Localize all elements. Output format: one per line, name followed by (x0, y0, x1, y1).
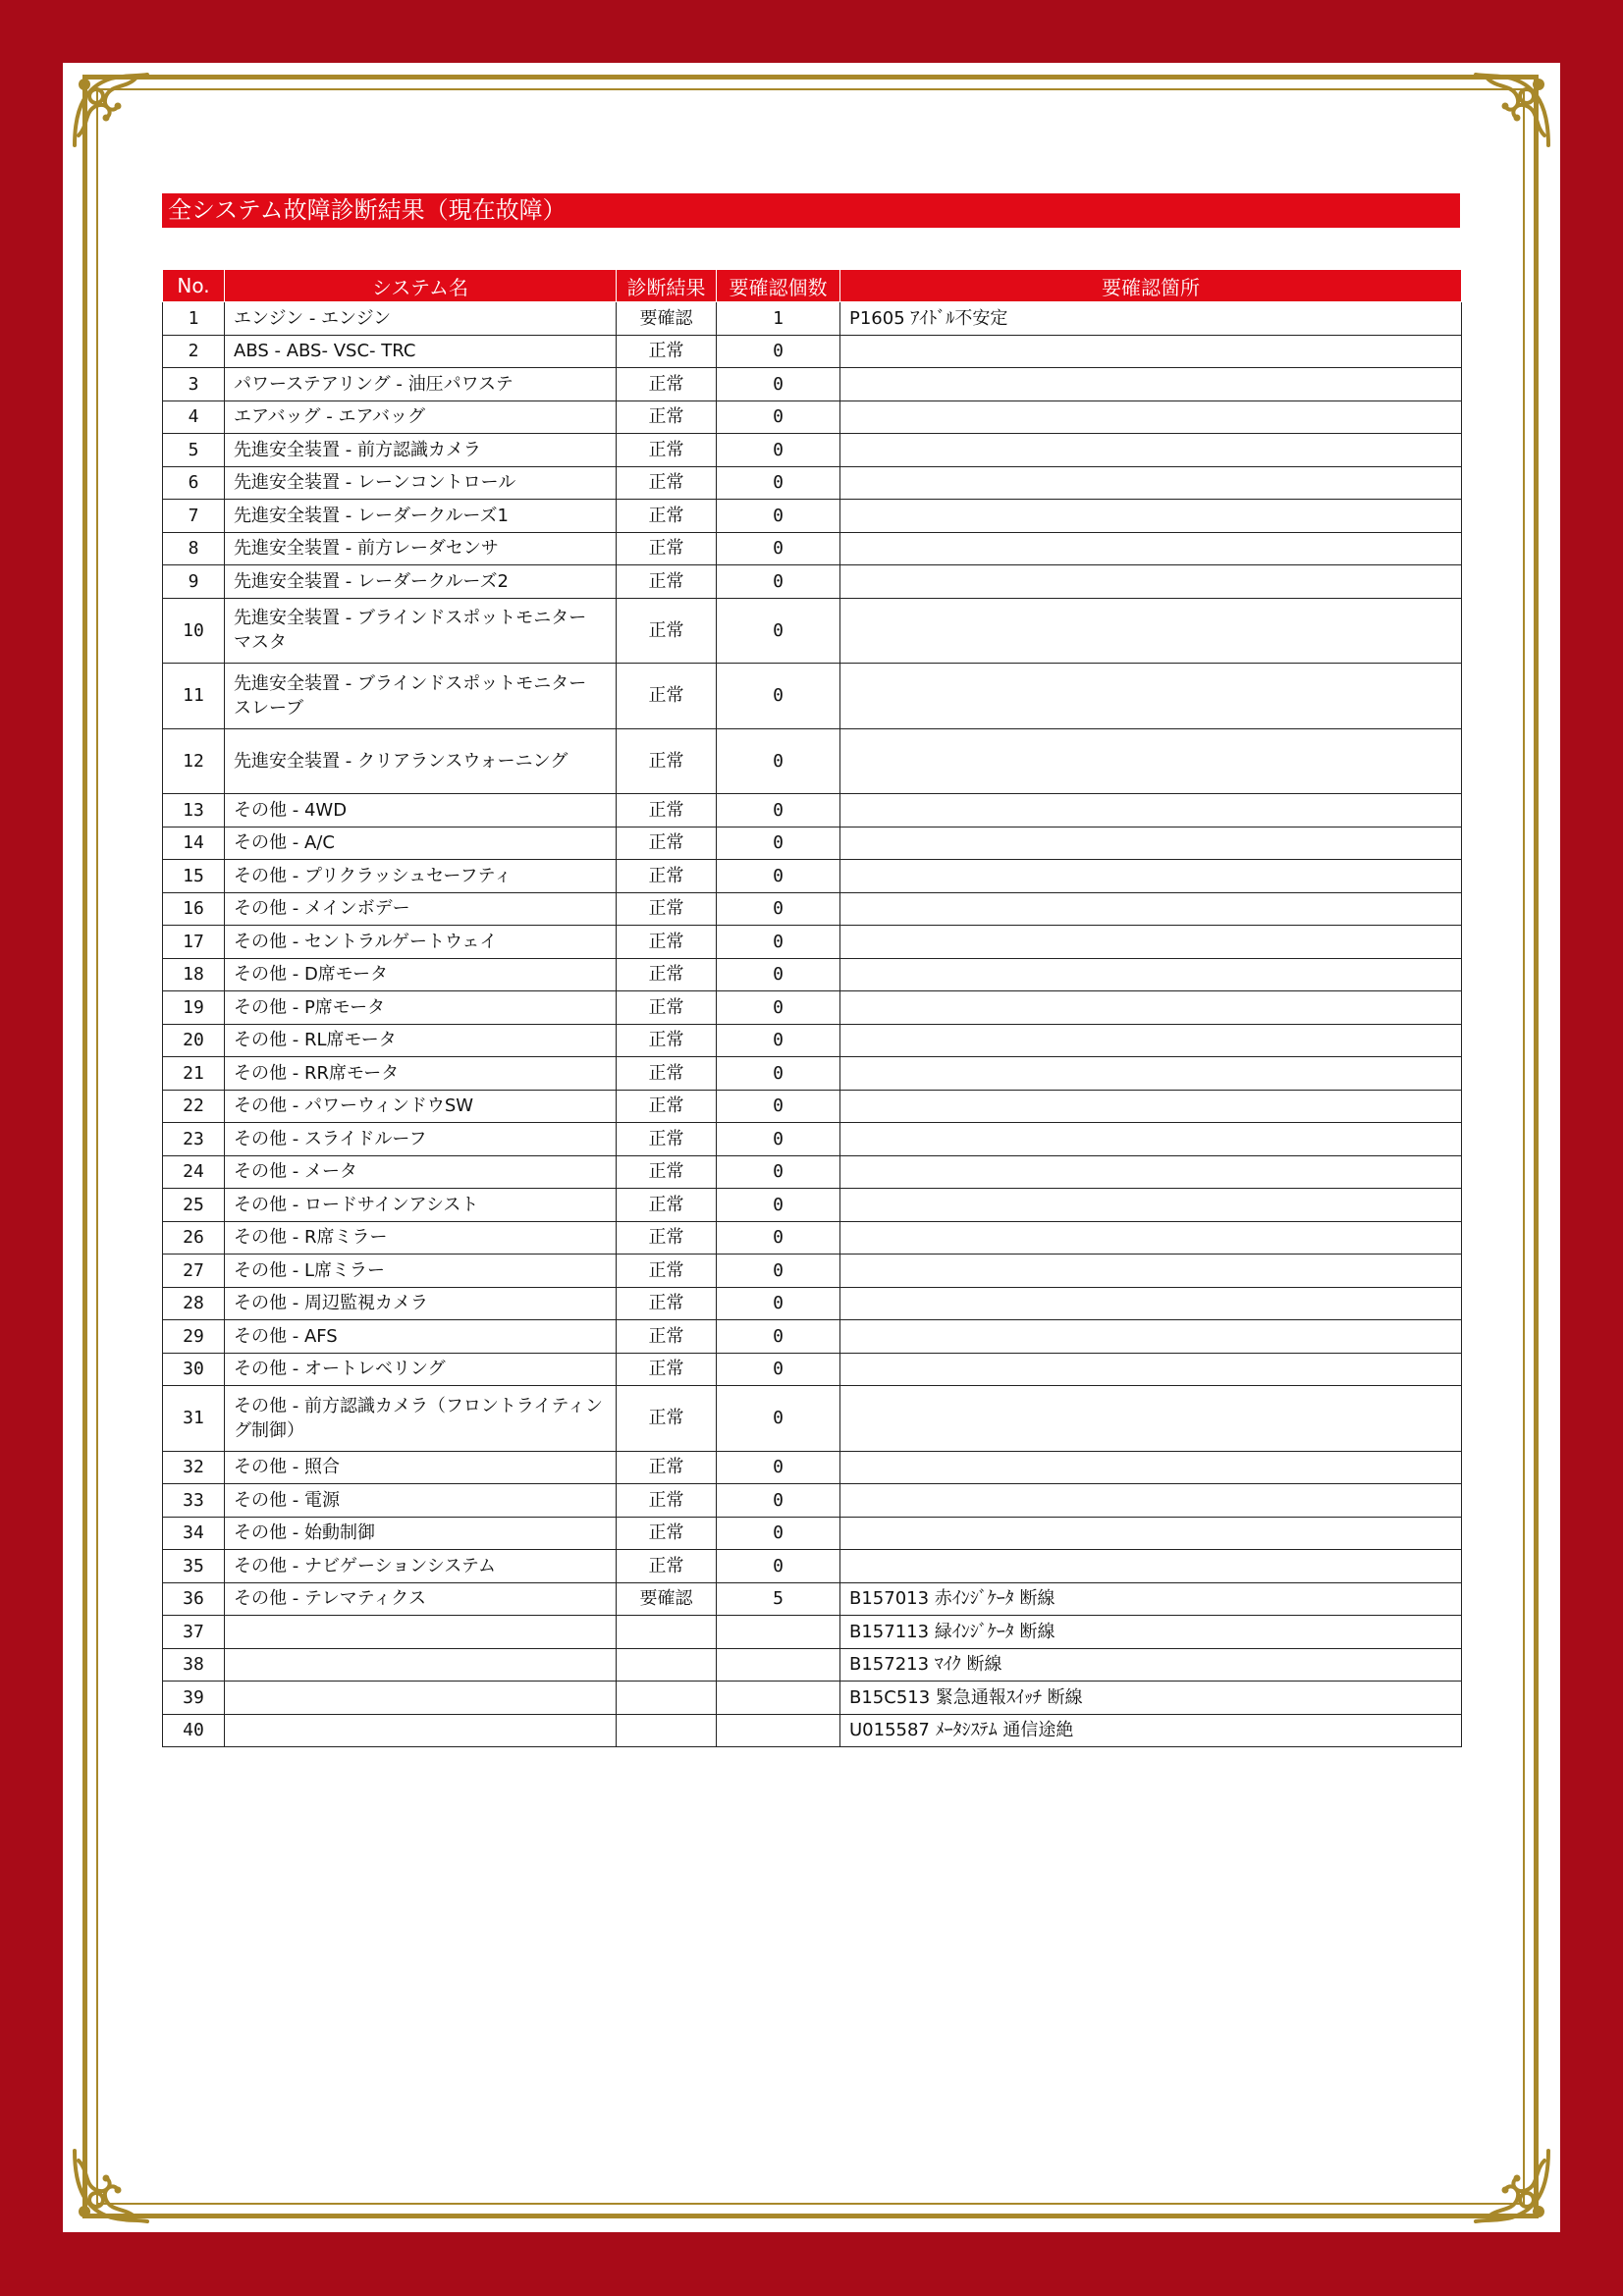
detail-cell (840, 1024, 1462, 1057)
table-row (163, 532, 1462, 565)
count-cell: 0 (717, 400, 840, 434)
detail-cell (840, 565, 1462, 599)
system-name-cell: その他 - プリクラッシュセーフティ (225, 860, 617, 893)
row-number: 39 (163, 1682, 225, 1715)
table-row (163, 1320, 1462, 1354)
system-name-cell: その他 - パワーウィンドウSW (225, 1090, 617, 1123)
row-number: 9 (163, 565, 225, 599)
result-cell: 正常 (617, 532, 717, 565)
system-name-cell: その他 - 照合 (225, 1451, 617, 1484)
result-cell: 正常 (617, 1090, 717, 1123)
system-name-cell: その他 - 始動制御 (225, 1517, 617, 1550)
system-name-cell (225, 1714, 617, 1747)
count-cell: 0 (717, 1123, 840, 1156)
table-row (163, 1648, 1462, 1682)
header-detail: 要確認箇所 (840, 270, 1462, 302)
result-cell: 正常 (617, 664, 717, 729)
detail-cell (840, 532, 1462, 565)
count-cell: 0 (717, 565, 840, 599)
row-number: 24 (163, 1155, 225, 1189)
system-name-cell: その他 - AFS (225, 1320, 617, 1354)
detail-cell (840, 1386, 1462, 1452)
count-cell: 0 (717, 1451, 840, 1484)
count-cell: 0 (717, 1057, 840, 1091)
table-row (163, 1616, 1462, 1649)
result-cell: 正常 (617, 1451, 717, 1484)
table-row (163, 1155, 1462, 1189)
row-number: 38 (163, 1648, 225, 1682)
count-cell: 0 (717, 794, 840, 828)
table-row (163, 1550, 1462, 1583)
table-row (163, 1386, 1462, 1452)
system-name-cell: その他 - A/C (225, 827, 617, 860)
corner-ornament-icon (67, 67, 155, 155)
system-name-cell: その他 - P席モータ (225, 991, 617, 1025)
table-row (163, 1287, 1462, 1320)
row-number: 6 (163, 466, 225, 500)
system-name-cell (225, 1648, 617, 1682)
system-name-cell: その他 - 周辺監視カメラ (225, 1287, 617, 1320)
detail-cell (840, 860, 1462, 893)
system-name-cell: その他 - ロードサインアシスト (225, 1189, 617, 1222)
count-cell: 0 (717, 532, 840, 565)
result-cell: 正常 (617, 565, 717, 599)
table-row (163, 1682, 1462, 1715)
table-row (163, 926, 1462, 959)
system-name-cell: 先進安全装置 - 前方認識カメラ (225, 434, 617, 467)
result-cell: 正常 (617, 1353, 717, 1386)
detail-cell (840, 1320, 1462, 1354)
detail-cell (840, 1517, 1462, 1550)
detail-cell: P1605 ｱｲﾄﾞﾙ不安定 (840, 302, 1462, 336)
row-number: 2 (163, 335, 225, 368)
row-number: 18 (163, 958, 225, 991)
detail-cell: B157013 赤ｲﾝｼﾞｹｰﾀ 断線 (840, 1582, 1462, 1616)
count-cell: 0 (717, 1189, 840, 1222)
result-cell: 正常 (617, 1155, 717, 1189)
detail-cell (840, 1090, 1462, 1123)
detail-cell (840, 598, 1462, 664)
row-number: 12 (163, 728, 225, 794)
table-row (163, 1714, 1462, 1747)
header-no: No. (163, 270, 225, 302)
system-name-cell: エンジン - エンジン (225, 302, 617, 336)
count-cell: 0 (717, 466, 840, 500)
detail-cell: U015587 ﾒｰﾀｼｽﾃﾑ 通信途絶 (840, 1714, 1462, 1747)
table-row (163, 335, 1462, 368)
corner-ornament-icon (1468, 2141, 1556, 2229)
system-name-cell: その他 - メータ (225, 1155, 617, 1189)
detail-cell (840, 1255, 1462, 1288)
system-name-cell: その他 - 電源 (225, 1484, 617, 1518)
row-number: 25 (163, 1189, 225, 1222)
row-number: 26 (163, 1221, 225, 1255)
count-cell: 0 (717, 1155, 840, 1189)
count-cell: 1 (717, 302, 840, 336)
result-cell: 正常 (617, 991, 717, 1025)
count-cell: 5 (717, 1582, 840, 1616)
detail-cell (840, 991, 1462, 1025)
count-cell: 0 (717, 827, 840, 860)
system-name-cell: その他 - RR席モータ (225, 1057, 617, 1091)
count-cell: 0 (717, 368, 840, 401)
table-row (163, 1353, 1462, 1386)
row-number: 29 (163, 1320, 225, 1354)
count-cell: 0 (717, 991, 840, 1025)
count-cell: 0 (717, 1517, 840, 1550)
row-number: 34 (163, 1517, 225, 1550)
system-name-cell: その他 - セントラルゲートウェイ (225, 926, 617, 959)
count-cell: 0 (717, 1221, 840, 1255)
table-row (163, 500, 1462, 533)
result-cell: 正常 (617, 466, 717, 500)
detail-cell (840, 664, 1462, 729)
count-cell: 0 (717, 958, 840, 991)
result-cell: 要確認 (617, 1582, 717, 1616)
header-result: 診断結果 (617, 270, 717, 302)
result-cell: 正常 (617, 500, 717, 533)
result-cell: 正常 (617, 434, 717, 467)
row-number: 13 (163, 794, 225, 828)
count-cell: 0 (717, 1550, 840, 1583)
row-number: 19 (163, 991, 225, 1025)
page-title: 全システム故障診断結果（現在故障） (162, 193, 1460, 228)
system-name-cell: 先進安全装置 - レーンコントロール (225, 466, 617, 500)
row-number: 16 (163, 892, 225, 926)
result-cell: 正常 (617, 892, 717, 926)
table-row (163, 1024, 1462, 1057)
table-row (163, 991, 1462, 1025)
row-number: 15 (163, 860, 225, 893)
count-cell: 0 (717, 1484, 840, 1518)
system-name-cell: その他 - オートレベリング (225, 1353, 617, 1386)
row-number: 32 (163, 1451, 225, 1484)
table-row (163, 1057, 1462, 1091)
header-count: 要確認個数 (717, 270, 840, 302)
row-number: 1 (163, 302, 225, 336)
row-number: 20 (163, 1024, 225, 1057)
row-number: 33 (163, 1484, 225, 1518)
detail-cell (840, 827, 1462, 860)
detail-cell: B157213 ﾏｲｸ 断線 (840, 1648, 1462, 1682)
system-name-cell: その他 - ナビゲーションシステム (225, 1550, 617, 1583)
result-cell (617, 1648, 717, 1682)
detail-cell (840, 1123, 1462, 1156)
detail-cell (840, 794, 1462, 828)
count-cell (717, 1648, 840, 1682)
detail-cell (840, 1287, 1462, 1320)
detail-cell (840, 1550, 1462, 1583)
table-row (163, 827, 1462, 860)
system-name-cell: その他 - D席モータ (225, 958, 617, 991)
detail-cell (840, 400, 1462, 434)
diagnosis-table (162, 269, 1462, 1747)
result-cell: 正常 (617, 1550, 717, 1583)
system-name-cell: 先進安全装置 - ブラインドスポットモニター スレーブ (225, 664, 617, 729)
corner-ornament-icon (67, 2141, 155, 2229)
detail-cell (840, 728, 1462, 794)
count-cell: 0 (717, 1024, 840, 1057)
row-number: 4 (163, 400, 225, 434)
result-cell: 正常 (617, 335, 717, 368)
table-row (163, 1255, 1462, 1288)
result-cell: 正常 (617, 1024, 717, 1057)
detail-cell (840, 1484, 1462, 1518)
row-number: 3 (163, 368, 225, 401)
system-name-cell: 先進安全装置 - ブラインドスポットモニター マスタ (225, 598, 617, 664)
detail-cell (840, 335, 1462, 368)
result-cell: 正常 (617, 400, 717, 434)
table-body (163, 302, 1462, 1747)
row-number: 31 (163, 1386, 225, 1452)
result-cell: 正常 (617, 728, 717, 794)
row-number: 35 (163, 1550, 225, 1583)
table-row (163, 1189, 1462, 1222)
result-cell: 正常 (617, 827, 717, 860)
result-cell (617, 1682, 717, 1715)
system-name-cell: その他 - テレマティクス (225, 1582, 617, 1616)
system-name-cell: 先進安全装置 - レーダークルーズ1 (225, 500, 617, 533)
system-name-cell: その他 - スライドルーフ (225, 1123, 617, 1156)
system-name-cell: 先進安全装置 - 前方レーダセンサ (225, 532, 617, 565)
table-row (163, 892, 1462, 926)
detail-cell (840, 926, 1462, 959)
table-row (163, 1484, 1462, 1518)
detail-cell (840, 958, 1462, 991)
detail-cell (840, 892, 1462, 926)
count-cell: 0 (717, 728, 840, 794)
row-number: 40 (163, 1714, 225, 1747)
result-cell: 正常 (617, 598, 717, 664)
system-name-cell: エアバッグ - エアバッグ (225, 400, 617, 434)
row-number: 14 (163, 827, 225, 860)
result-cell: 要確認 (617, 302, 717, 336)
result-cell: 正常 (617, 1189, 717, 1222)
system-name-cell: その他 - R席ミラー (225, 1221, 617, 1255)
row-number: 7 (163, 500, 225, 533)
count-cell: 0 (717, 1386, 840, 1452)
row-number: 10 (163, 598, 225, 664)
table-row (163, 1090, 1462, 1123)
result-cell (617, 1616, 717, 1649)
detail-cell (840, 1057, 1462, 1091)
count-cell (717, 1682, 840, 1715)
row-number: 30 (163, 1353, 225, 1386)
result-cell: 正常 (617, 860, 717, 893)
system-name-cell: その他 - メインボデー (225, 892, 617, 926)
system-name-cell: 先進安全装置 - レーダークルーズ2 (225, 565, 617, 599)
corner-ornament-icon (1468, 67, 1556, 155)
detail-cell (840, 1451, 1462, 1484)
detail-cell (840, 466, 1462, 500)
table-row (163, 368, 1462, 401)
result-cell: 正常 (617, 1386, 717, 1452)
count-cell: 0 (717, 434, 840, 467)
system-name-cell: ABS - ABS- VSC- TRC (225, 335, 617, 368)
result-cell (617, 1714, 717, 1747)
detail-cell (840, 434, 1462, 467)
system-name-cell: パワーステアリング - 油圧パワステ (225, 368, 617, 401)
table-row (163, 728, 1462, 794)
count-cell: 0 (717, 1320, 840, 1354)
result-cell: 正常 (617, 368, 717, 401)
table-row (163, 1221, 1462, 1255)
row-number: 11 (163, 664, 225, 729)
row-number: 37 (163, 1616, 225, 1649)
table-row (163, 860, 1462, 893)
count-cell: 0 (717, 1255, 840, 1288)
result-cell: 正常 (617, 1287, 717, 1320)
result-cell: 正常 (617, 1057, 717, 1091)
row-number: 8 (163, 532, 225, 565)
row-number: 22 (163, 1090, 225, 1123)
table-header-row (163, 270, 1462, 302)
system-name-cell: その他 - RL席モータ (225, 1024, 617, 1057)
detail-cell (840, 368, 1462, 401)
table-row (163, 598, 1462, 664)
header-system-name: システム名 (225, 270, 617, 302)
result-cell: 正常 (617, 1517, 717, 1550)
system-name-cell: 先進安全装置 - クリアランスウォーニング (225, 728, 617, 794)
table-row (163, 1123, 1462, 1156)
result-cell: 正常 (617, 1484, 717, 1518)
row-number: 5 (163, 434, 225, 467)
table-row (163, 466, 1462, 500)
count-cell: 0 (717, 860, 840, 893)
result-cell: 正常 (617, 1221, 717, 1255)
table-row (163, 1582, 1462, 1616)
detail-cell: B157113 緑ｲﾝｼﾞｹｰﾀ 断線 (840, 1616, 1462, 1649)
table-row (163, 1517, 1462, 1550)
detail-cell: B15C513 緊急通報ｽｲｯﾁ 断線 (840, 1682, 1462, 1715)
result-cell: 正常 (617, 926, 717, 959)
detail-cell (840, 500, 1462, 533)
result-cell: 正常 (617, 794, 717, 828)
result-cell: 正常 (617, 1123, 717, 1156)
count-cell: 0 (717, 892, 840, 926)
result-cell: 正常 (617, 958, 717, 991)
table-row (163, 664, 1462, 729)
count-cell (717, 1714, 840, 1747)
table-row (163, 1451, 1462, 1484)
count-cell: 0 (717, 500, 840, 533)
row-number: 28 (163, 1287, 225, 1320)
system-name-cell (225, 1616, 617, 1649)
count-cell: 0 (717, 1090, 840, 1123)
count-cell: 0 (717, 1287, 840, 1320)
row-number: 36 (163, 1582, 225, 1616)
count-cell: 0 (717, 335, 840, 368)
table-row (163, 400, 1462, 434)
table-row (163, 434, 1462, 467)
row-number: 23 (163, 1123, 225, 1156)
system-name-cell: その他 - L席ミラー (225, 1255, 617, 1288)
row-number: 21 (163, 1057, 225, 1091)
system-name-cell (225, 1682, 617, 1715)
detail-cell (840, 1155, 1462, 1189)
result-cell: 正常 (617, 1320, 717, 1354)
detail-cell (840, 1353, 1462, 1386)
count-cell: 0 (717, 664, 840, 729)
system-name-cell: その他 - 前方認識カメラ（フロントライティング制御） (225, 1386, 617, 1452)
count-cell: 0 (717, 1353, 840, 1386)
row-number: 27 (163, 1255, 225, 1288)
table-row (163, 565, 1462, 599)
table-row (163, 302, 1462, 336)
count-cell: 0 (717, 926, 840, 959)
result-cell: 正常 (617, 1255, 717, 1288)
detail-cell (840, 1221, 1462, 1255)
table-row (163, 794, 1462, 828)
count-cell (717, 1616, 840, 1649)
row-number: 17 (163, 926, 225, 959)
system-name-cell: その他 - 4WD (225, 794, 617, 828)
detail-cell (840, 1189, 1462, 1222)
count-cell: 0 (717, 598, 840, 664)
table-row (163, 958, 1462, 991)
